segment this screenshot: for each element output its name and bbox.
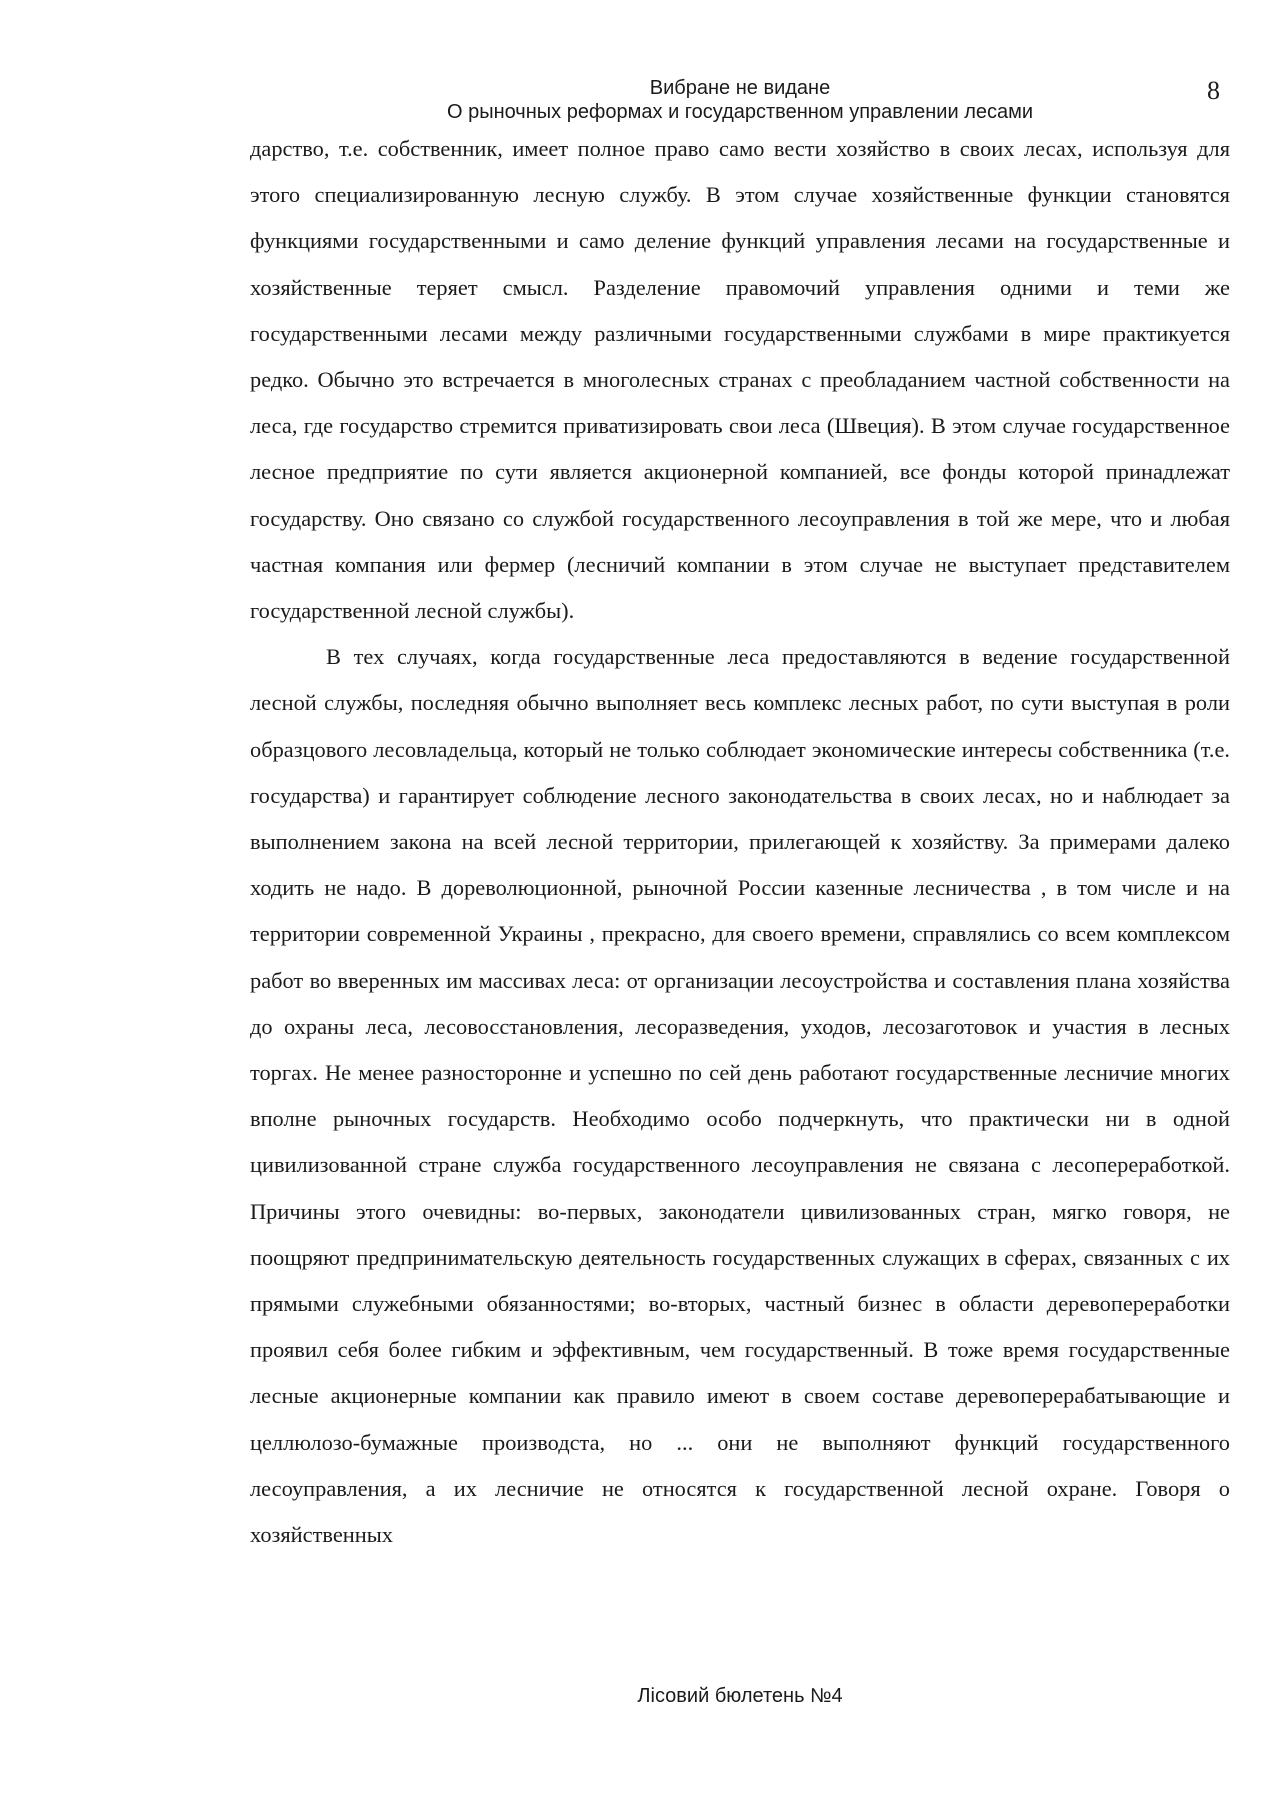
header-article-title: О рыночных реформах и государственном управлении лесами <box>446 101 1034 123</box>
paragraph-continuation: дарство, т.е. собственник, имеет полное право само вести хозяйство в своих лесах, используя для этого специализированную лесную службу. В этом случае хозяйственные функции становятся функциями государственными и само деление функций управления лесами на государственные и хозяйственные теряет смысл. Разделение правомочий управления одними и теми же государственными лесами между различными государственными службами в мире практикуется редко. Обычно это встречается в многолесных странах с преобладанием частной собственности на леса, где государство стремится приватизировать свои леса (Швеция). В этом случае государственное лесное предприятие по сути является акционерной компанией, все фонды которой принадлежат государству. Оно связано со службой государственного лесоуправления в той же мере, что и любая частная компания или фермер (лесничий компании в этом случае не выступает представителем государственной лесной службы). <box>250 136 1230 624</box>
running-header <box>250 76 1230 124</box>
article-body <box>250 126 1230 1558</box>
paragraph-state-forest-service: В тех случаях, когда государственные леса предоставляются в ведение государственной лесной службы, последняя обычно выполняет весь комплекс лесных работ, по сути выступая в роли образцового лесовладельца, который не только соблюдает экономические интересы собственника (т.е. государства) и гарантирует соблюдение лесного законодательства в своих лесах, но и наблюдает за выполнением закона на всей лесной территории, прилегающей к хозяйству. За примерами далеко ходить не надо. В дореволюционной, рыночной России казенные лесничества , в том числе и на территории современной Украины , прекрасно, для своего времени, справлялись со всем комплексом работ во вверенных им массивах леса: от организации лесоустройства и составления плана хозяйства до охраны леса, лесовосстановления, лесоразведения, уходов, лесозаготовок и участия в лесных торгах. Не менее разносторонне и успешно по сей день работают государственные лесничие многих вполне рыночных государств. Необходимо особо подчеркнуть, что практически ни в одной цивилизованной стране служба государственного лесоуправления не связана с лесопереработкой. Причины этого очевидны: во-первых, законодатели цивилизованных стран, мягко говоря, не поощряют предпринимательскую деятельность государственных служащих в сферах, связанных с их прямыми служебными обязанностями; во-вторых, частный бизнес в области деревопереработки проявил себя более гибким и эффективным, чем государственный. В тоже время государственные лесные акционерные компании как правило имеют в своем составе деревоперерабатывающие и целлюлозо-бумажные производста, но ... они не выполняют функций государственного лесоуправления, а их лесничие не относятся к государственной лесной охране. Говоря о хозяйственных <box>250 644 1230 1548</box>
running-footer: Лісовий бюлетень №4 <box>637 1685 843 1707</box>
header-journal-title: Вибране не видане <box>649 77 831 99</box>
page-number: 8 <box>1207 76 1220 105</box>
